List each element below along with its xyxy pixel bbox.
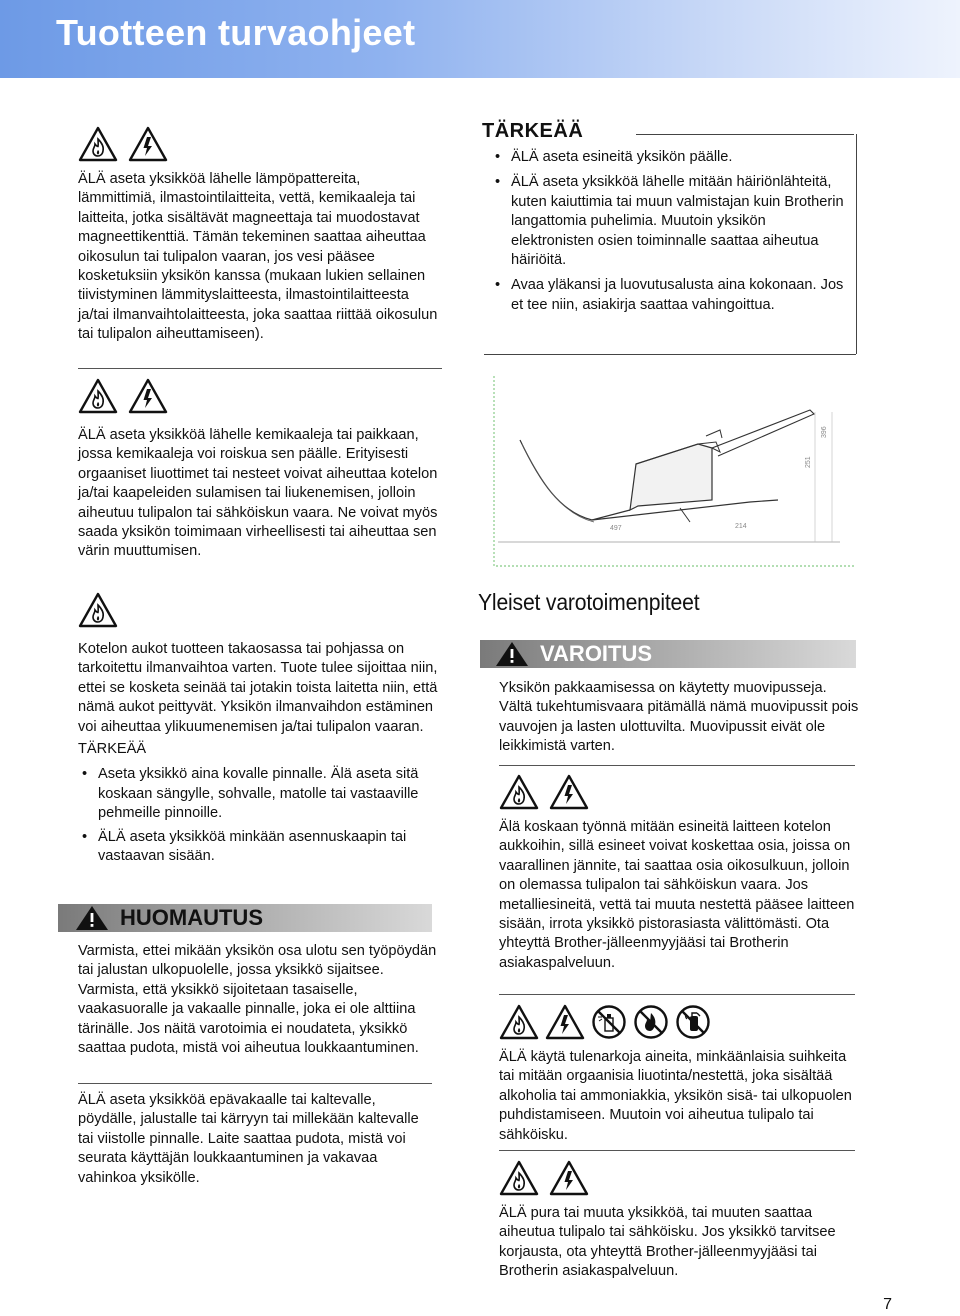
list-item: • Aseta yksikkö aina kovalle pinnalle. Älä aseta sitä koskaan sängylle, sohvalle, matolle tai vastaaville pehmeille pinnoille. bbox=[78, 765, 438, 823]
fire-warning-icon bbox=[499, 774, 539, 810]
list-item: • ÄLÄ aseta esineitä yksikön päälle. bbox=[491, 148, 847, 167]
right-text-3: ÄLÄ käytä tulenarkoja aineita, minkäänlaisia suihkeita tai mitään orgaanisia liuotinta/nestettä, joka sisältää alkoholia tai ammoniakkia, yksikön sisä- tai ulkopuolen puhdistamiseen. Muutoin voi aiheutua tulipalo tai sähköisku. bbox=[499, 1049, 852, 1143]
warning-text: Yksikön pakkaamisessa on käytetty muovipusseja. Vältä tukehtumisvaara pitämällä nämä muovipussit pois vauvojen ja lasten ulottuvilta. Muovipussit eivät ole leikkimistä varten. bbox=[499, 680, 859, 755]
right-text-2: Älä koskaan työnnä mitään esineitä laitteen kotelon aukkoihin, sillä esineet voivat koskettaa osia, joissa on vaarallinen jännite, tai saattaa osia oikosulkuun, jolloin on olemassa tulipalon tai sähköiskun vaara. Jos metalliesineitä, vettä tai muuta nestettä pääsee laitteen sisään, irrota yksikkö pistorasiasta välittömästi. Ota yhteyttä Brother-jälleenmyyjääsi tai Brotherin asiakaspalveluun. bbox=[499, 819, 855, 971]
block2-text: ÄLÄ aseta yksikköä lähelle kemikaaleja tai paikkaan, jossa kemikaaleja voi roiskua sen päälle. Erityisesti orgaaniset liuottimet tai nesteet voivat aiheuttaa kotelon ja/tai kaapeleiden sulamisen tai liukenemisen, jolloin aiheutuu tulipalon tai sähköiskun vaara. Ne voivat myös saada yksikön toimimaan virheellisesti tai aiheuttaa sen värin muuttumisen. bbox=[78, 427, 438, 560]
important-list bbox=[491, 148, 847, 315]
fire-warning-icon bbox=[499, 1160, 539, 1196]
section-title: Yleiset varotoimenpiteet bbox=[478, 589, 700, 615]
printer-diagram-svg bbox=[480, 372, 858, 572]
warning-icons bbox=[78, 378, 438, 414]
important-bottom-rule bbox=[484, 354, 856, 355]
block3-list bbox=[78, 765, 438, 866]
caution-triangle-icon bbox=[494, 640, 530, 668]
no-spray-icon bbox=[591, 1004, 627, 1040]
block3-text: Kotelon aukot tuotteen takaosassa tai pohjassa on tarkoitettu ilmanvaihtoa varten. Tuote tulee sijoittaa niin, ettei se kosketa seinää tai jotakin toista laitetta niin, että nämä aukot peittyvät. Yksikön ilmanvaihdon estäminen voi aiheuttaa ylikuumenemisen ja/tai tulipalon vaaran. bbox=[78, 641, 438, 735]
left-caution-block bbox=[78, 942, 438, 1058]
caution-text-1: Varmista, ettei mikään yksikön osa ulotu sen työpöydän tai jalustan ulkopuolelle, jossa yksikkö sijaitsee. Varmista, että yksikkö sijoitetaan tasaiselle, vaakasuoralle ja vakaalle pinnalle, joka ei ole alttiina tärinälle. Jos näitä varotoimia ei noudateta, yksikkö saattaa pudota, mistä voi aiheutua loukkaantuminen. bbox=[78, 943, 437, 1057]
caution-bar bbox=[58, 904, 432, 932]
block3-important-label: TÄRKEÄÄ bbox=[78, 741, 147, 758]
caution-triangle-icon bbox=[74, 904, 110, 932]
list-item: • ÄLÄ aseta yksikköä lähelle mitään häiriönlähteitä, kuten kaiuttimia tai muun valmistajan kuin Brotherin langattomia puhelimia. Muutoin yksikön elektronisten osien toiminnalle saattaa aiheutua häiriöitä. bbox=[491, 173, 847, 270]
list-item: • Avaa yläkansi ja luovutusalusta aina kokonaan. Jos et tee niin, asiakirja saattaa vahingoittua. bbox=[491, 276, 847, 315]
fire-warning-icon bbox=[499, 1004, 539, 1040]
page-number: 7 bbox=[883, 1296, 892, 1313]
printer-dimension-diagram bbox=[480, 372, 858, 572]
warning-bar bbox=[480, 640, 856, 668]
warning-text-block bbox=[499, 679, 859, 757]
right-block-3 bbox=[499, 1004, 859, 1145]
electric-shock-warning-icon bbox=[549, 774, 589, 810]
right-block-2 bbox=[499, 774, 859, 973]
electric-shock-warning-icon bbox=[545, 1004, 585, 1040]
left-caution-block-2 bbox=[78, 1091, 438, 1188]
right-block-4 bbox=[499, 1160, 859, 1282]
warning-icons bbox=[78, 126, 438, 162]
electric-shock-warning-icon bbox=[128, 378, 168, 414]
dimension-label: 497 bbox=[610, 525, 622, 532]
right-text-4: ÄLÄ pura tai muuta yksikköä, tai muuten saattaa aiheutua tulipalo tai sähköisku. Jos yksikkö tarvitsee korjausta, ota yhteyttä Brother-jälleenmyyjääsi tai Brotherin asiakaspalveluun. bbox=[499, 1205, 836, 1280]
page-header bbox=[0, 0, 960, 78]
caution-label: HUOMAUTUS bbox=[120, 905, 263, 930]
divider bbox=[499, 1150, 855, 1151]
left-block-1 bbox=[78, 126, 438, 345]
fire-warning-icon bbox=[78, 126, 118, 162]
warning-icons bbox=[78, 592, 438, 628]
important-label: TÄRKEÄÄ bbox=[482, 120, 584, 142]
warning-label: VAROITUS bbox=[540, 641, 653, 666]
warning-icons bbox=[499, 774, 859, 810]
block1-text: ÄLÄ aseta yksikköä lähelle lämpöpattereita, lämmittimiä, ilmastointilaitteita, vettä, kemikaaleja tai laitteita, jotka sisältävät magneettaja tai muodostavat magneettikenttiä. Tämän tekeminen saattaa aiheuttaa oikosulun tai tulipalon vaaran, jos vesi pääsee kosketuksiin yksikön kanssa (mukaan lukien sellainen tiivistyminen lämmityslaitteesta, ilmastointilaitteesta ja/tai ilmanvaihtolaitteesta, joka saattaa riittää oikosulun tai tulipalon aiheuttamiseen). bbox=[78, 171, 438, 343]
divider bbox=[499, 994, 855, 995]
electric-shock-warning-icon bbox=[549, 1160, 589, 1196]
electric-shock-warning-icon bbox=[128, 126, 168, 162]
no-flammable-icon bbox=[633, 1004, 669, 1040]
caution-text-2: ÄLÄ aseta yksikköä epävakaalle tai kaltevalle, pöydälle, jalustalle tai kärryyn tai millekään kaltevalle tai viistolle pinnalle. Laite saattaa pudota, mistä voi seurata käyttäjän loukkaantuminen ja vakavaa vahinkoa yksikölle. bbox=[78, 1092, 419, 1186]
left-block-3 bbox=[78, 592, 438, 868]
dimension-label: 251 bbox=[805, 456, 812, 468]
dimension-label: 396 bbox=[821, 426, 828, 438]
warning-icons bbox=[499, 1004, 859, 1040]
dimension-label: 214 bbox=[735, 523, 747, 530]
list-item: • ÄLÄ aseta yksikköä minkään asennuskaapin tai vastaavan sisään. bbox=[78, 828, 438, 867]
divider bbox=[499, 765, 855, 766]
important-list-wrap bbox=[491, 148, 847, 317]
warning-icons bbox=[499, 1160, 859, 1196]
left-block-2 bbox=[78, 378, 438, 562]
fire-warning-icon bbox=[78, 378, 118, 414]
page-title: Tuotteen turvaohjeet bbox=[56, 12, 416, 53]
divider bbox=[78, 1083, 432, 1084]
no-fire-extinguisher-icon bbox=[675, 1004, 711, 1040]
important-right-rule bbox=[856, 134, 857, 354]
important-top-rule bbox=[636, 134, 854, 135]
divider bbox=[78, 368, 442, 369]
fire-warning-icon bbox=[78, 592, 118, 628]
